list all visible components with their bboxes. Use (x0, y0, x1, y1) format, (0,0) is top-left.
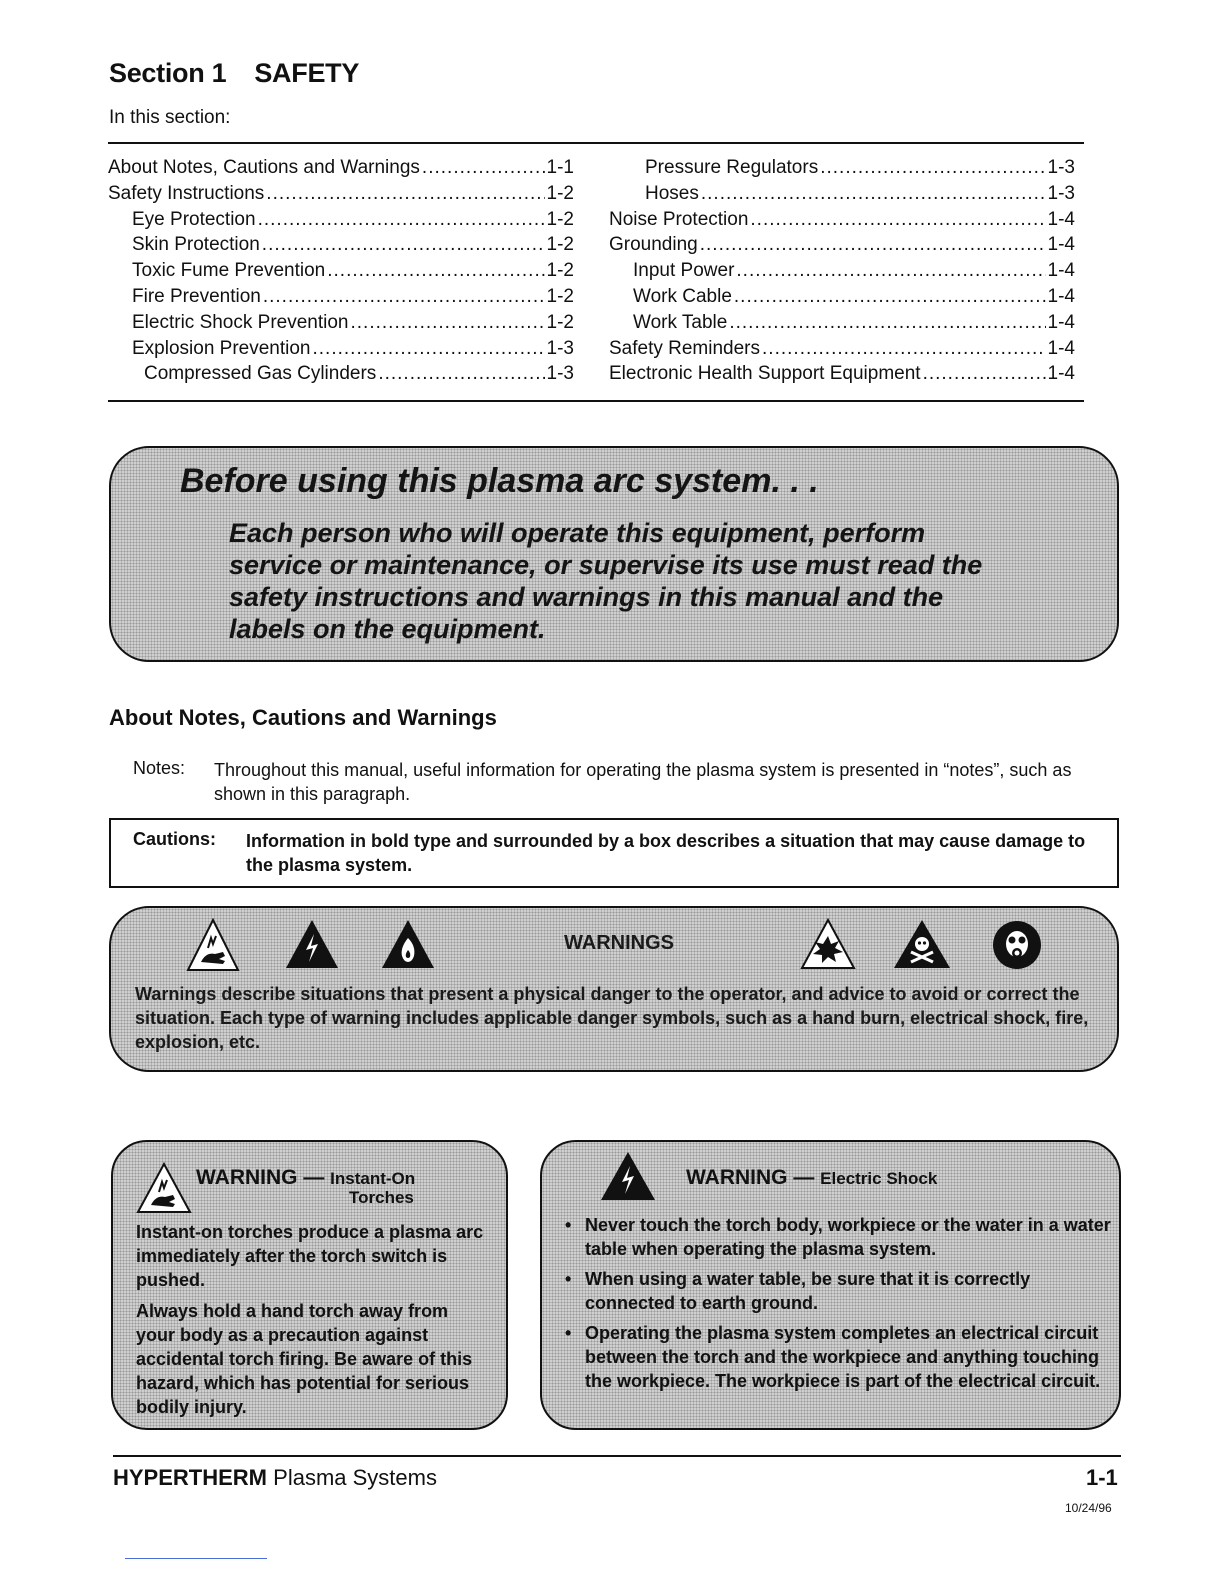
instant-on-paragraph-1: Instant-on torches produce a plasma arc immediately after the torch switch is pushed. (136, 1222, 484, 1290)
divider (125, 1558, 267, 1559)
about-heading: About Notes, Cautions and Warnings (109, 705, 497, 730)
electric-shock-icon (599, 1150, 657, 1202)
toc-entry[interactable]: Noise Protection ..... 1-4 (609, 207, 1075, 233)
before-using-title: Before using this plasma arc system. . . (180, 462, 819, 500)
cautions-label: Cautions: (133, 829, 216, 849)
electric-shock-icon (284, 918, 340, 970)
toc-top-rule (108, 142, 1084, 144)
section-number: Section 1 (109, 58, 227, 88)
toc-entry[interactable]: Input Power ..... 1-4 (609, 258, 1075, 284)
electric-shock-warning-title: WARNING — Electric Shock (686, 1166, 938, 1189)
toc-entry[interactable]: Electric Shock Prevention ..... 1-2 (108, 310, 574, 336)
toc-entry[interactable]: Safety Instructions ..... 1-2 (108, 181, 574, 207)
gas-mask-icon (992, 920, 1042, 970)
section-name: SAFETY (254, 58, 360, 88)
toc-entry[interactable]: Eye Protection ..... 1-2 (108, 207, 574, 233)
before-using-body: Each person who will operate this equipment, perform service or maintenance, or supervise its use must read the safety instructions and warnings in this manual and the labels on the equipment. (229, 518, 983, 644)
list-item: • Never touch the torch body, workpiece or the water in a water table when operating the plasma system. (563, 1213, 1111, 1261)
footer-brand (113, 1465, 437, 1491)
toc-entry[interactable]: Pressure Regulators ..... 1-3 (609, 155, 1075, 181)
cautions-text: Information in bold type and surrounded by a box describes a situation that may cause damage to the plasma system. (246, 831, 1086, 875)
hand-burn-icon (186, 918, 240, 972)
product-name: Plasma Systems (273, 1465, 437, 1490)
toc-entry[interactable]: About Notes, Cautions and Warnings ..... 1-1 (108, 155, 574, 181)
toc-entry[interactable]: Work Table ..... 1-4 (609, 310, 1075, 336)
toc-entry[interactable]: Skin Protection ..... 1-2 (108, 232, 574, 258)
footer-rule (113, 1455, 1121, 1457)
toc-entry[interactable]: Work Cable ..... 1-4 (609, 284, 1075, 310)
instant-on-warning-title: WARNING — Instant-On (196, 1166, 416, 1189)
hand-burn-icon (136, 1162, 192, 1214)
explosion-icon (800, 918, 856, 970)
toc-left-column (108, 155, 574, 387)
toc-right-column (609, 155, 1075, 387)
list-item: • When using a water table, be sure that it is correctly connected to earth ground. (563, 1267, 1111, 1315)
instant-on-warning-subtitle: Torches (349, 1188, 414, 1207)
toc-entry[interactable]: Electronic Health Support Equipment ..... 1-4 (609, 361, 1075, 387)
toc-entry[interactable]: Compressed Gas Cylinders ..... 1-3 (108, 361, 574, 387)
toc-bottom-rule (108, 400, 1084, 402)
fire-icon (380, 918, 436, 970)
brand-name: HYPERTHERM (113, 1465, 268, 1490)
toc-entry[interactable]: Safety Reminders ..... 1-4 (609, 336, 1075, 362)
page-number: 1-1 (1086, 1465, 1118, 1490)
toc-entry[interactable]: Explosion Prevention ..... 1-3 (108, 336, 574, 362)
toc-entry[interactable]: Hoses ..... 1-3 (609, 181, 1075, 207)
toc-entry[interactable]: Toxic Fume Prevention ..... 1-2 (108, 258, 574, 284)
toc-entry[interactable]: Grounding ..... 1-4 (609, 232, 1075, 258)
toc-entry[interactable]: Fire Prevention ..... 1-2 (108, 284, 574, 310)
section-subtitle: In this section: (109, 107, 231, 128)
notes-text: Throughout this manual, useful information for operating the plasma system is presented in “notes”, such as shown in this paragraph. (214, 760, 1072, 804)
notes-label: Notes: (133, 758, 186, 778)
section-title (109, 58, 359, 89)
warnings-body: Warnings describe situations that present a physical danger to the operator, and advice to avoid or correct the situation. Each type of warning includes applicable danger symbols, such as a hand burn, electrical shock, fire, explosion, etc. (135, 984, 1089, 1052)
revision-date: 10/24/96 (1065, 1501, 1112, 1515)
warnings-title: WARNINGS (564, 932, 674, 954)
list-item: • Operating the plasma system completes an electrical circuit between the torch and the workpiece and anything touching the workpiece. The workpiece is part of the electrical circuit. (563, 1321, 1111, 1393)
electric-shock-list (563, 1213, 1111, 1399)
poison-icon (892, 918, 952, 970)
instant-on-paragraph-2: Always hold a hand torch away from your body as a precaution against accidental torch firing. Be aware of this hazard, which has potential for serious bodily injury. (136, 1301, 473, 1417)
